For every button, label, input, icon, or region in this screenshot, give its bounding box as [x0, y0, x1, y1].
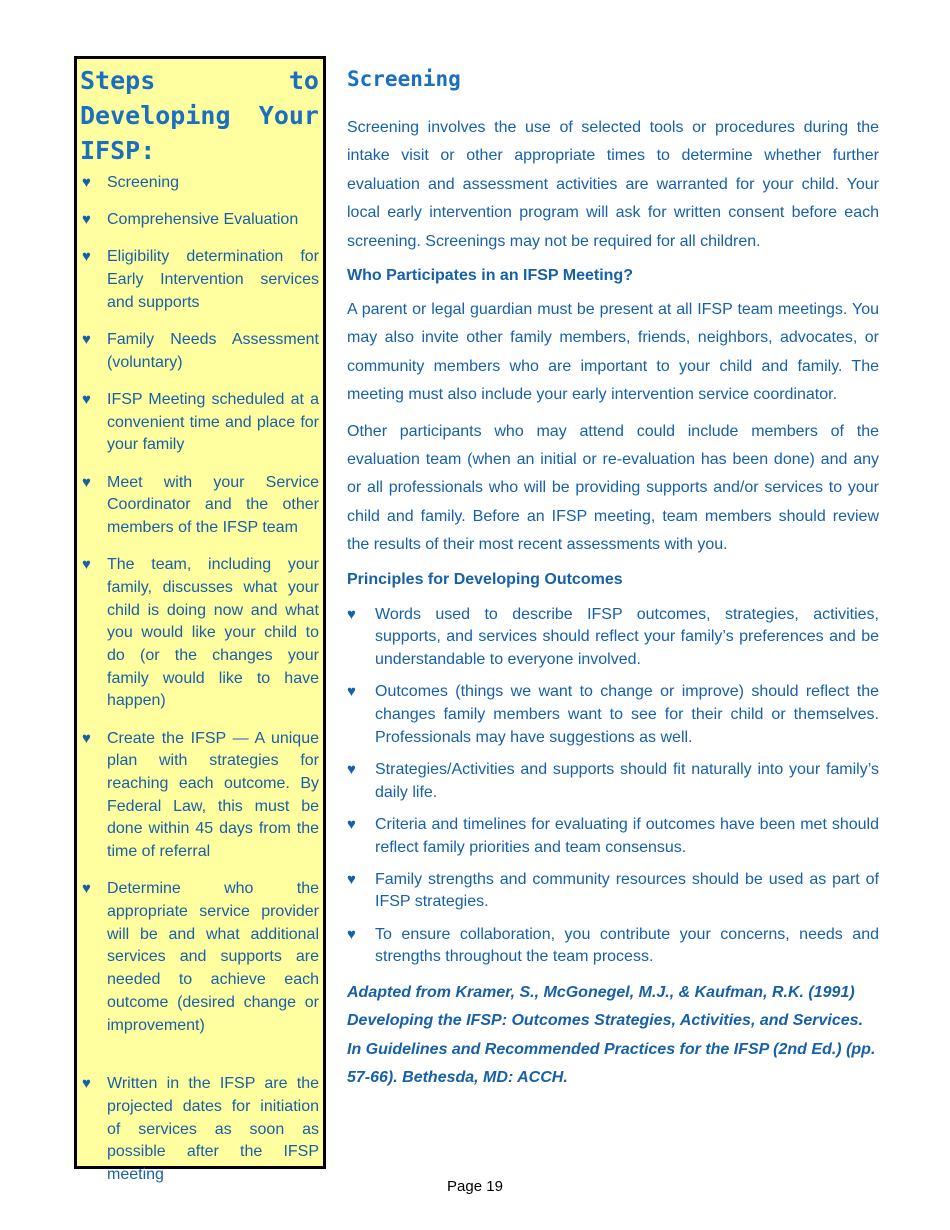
list-item	[347, 869, 879, 914]
list-item	[80, 329, 319, 374]
list-item	[80, 878, 319, 1037]
heart-icon: ♥	[347, 683, 356, 701]
heart-icon: ♥	[82, 556, 91, 574]
screening-paragraph: Screening involves the use of selected tools or procedures during the intake visit or other appropriate times to determine whether further evaluation and assessment activities are warranted for your child. Your local early intervention program will ask for written consent before each screening. Screenings may not be required for all children.	[347, 119, 879, 250]
step-text: Family Needs Assessment (voluntary)	[107, 331, 319, 371]
list-item	[347, 681, 879, 749]
heart-icon: ♥	[82, 211, 91, 229]
citation-line: Developing the IFSP: Outcomes Strategies, Activities, and Services.	[347, 1012, 864, 1030]
heart-icon: ♥	[82, 880, 91, 898]
step-text: Determine who the appropriate service provider will be and what additional services and supports are needed to achieve each outcome (desired change or improvement)	[107, 880, 319, 1034]
list-item	[80, 389, 319, 457]
list-item	[80, 554, 319, 713]
heart-icon: ♥	[82, 248, 91, 266]
heart-icon: ♥	[347, 605, 356, 623]
heart-icon: ♥	[347, 815, 356, 833]
list-item	[80, 209, 319, 232]
step-text: Meet with your Service Coordinator and the other members of the IFSP team	[107, 473, 319, 536]
principle-text: Outcomes (things we want to change or improve) should reflect the changes family members want to see for their child or themselves. Professionals may have suggestions as well.	[375, 683, 879, 746]
heart-icon: ♥	[82, 390, 91, 408]
steps-sidebar	[74, 56, 326, 1184]
step-text: Screening	[107, 174, 180, 191]
heart-icon: ♥	[347, 925, 356, 943]
list-item	[80, 728, 319, 864]
principle-text: Words used to describe IFSP outcomes, strategies, activities, supports, and services should reflect your family’s preferences and be understandable to everyone involved.	[375, 605, 879, 669]
list-item	[347, 604, 879, 672]
citation-line: 57-66). Bethesda, MD: ACCH.	[347, 1069, 568, 1087]
list-item	[347, 924, 879, 969]
main-content	[347, 60, 879, 1093]
list-item	[80, 472, 319, 540]
heart-icon: ♥	[347, 870, 356, 888]
list-item	[347, 814, 879, 859]
principles-heading: Principles for Developing Outcomes	[347, 570, 623, 588]
heart-icon: ♥	[347, 760, 356, 778]
heart-icon: ♥	[82, 473, 91, 491]
heart-icon: ♥	[82, 331, 91, 349]
principle-text: Strategies/Activities and supports should fit naturally into your family’s daily life.	[375, 760, 879, 801]
principle-text: To ensure collaboration, you contribute your concerns, needs and strengths throughout the team process.	[375, 925, 879, 966]
citation-line: In Guidelines and Recommended Practices for the IFSP (2nd Ed.) (pp.	[347, 1040, 876, 1058]
list-item	[80, 172, 319, 195]
principle-text: Criteria and timelines for evaluating if outcomes have been met should reflect family priorities and team consensus.	[375, 815, 879, 856]
step-text: Comprehensive Evaluation	[107, 211, 299, 229]
step-text: Eligibility determination for Early Intervention services and supports	[107, 248, 319, 311]
step-text: Create the IFSP — A unique plan with strategies for reaching each outcome. By Federal Law, this must be done within 45 days from the time of referral	[107, 729, 319, 861]
citation-line: Adapted from Kramer, S., McGonegel, M.J., & Kaufman, R.K. (1991)	[347, 983, 855, 1001]
list-item	[80, 1073, 319, 1187]
sidebar-title: Steps to Developing Your IFSP:	[80, 66, 319, 165]
page-number: Page 19	[447, 1178, 503, 1195]
heart-icon: ♥	[82, 174, 91, 191]
page-title: Screening	[347, 67, 461, 91]
participants-paragraph-1: A parent or legal guardian must be present at all IFSP team meetings. You may also invite other family members, friends, neighbors, advocates, or community members who are important to your child and family. The meeting must also include your early intervention service coordinator.	[347, 301, 879, 404]
principles-list	[347, 604, 879, 969]
step-text: The team, including your family, discusses what your child is doing now and what you would like your child to do (or the changes your family would like to have happen)	[107, 556, 319, 710]
participants-paragraph-2: Other participants who may attend could include members of the evaluation team (when an initial or re-evaluation has been done) and any or all professionals who will be providing supports and/or services to your child and family. Before an IFSP meeting, team members should review the results of their most recent assessments with you.	[347, 422, 879, 554]
participants-heading: Who Participates in an IFSP Meeting?	[347, 267, 633, 285]
principle-text: Family strengths and community resources should be used as part of IFSP strategies.	[375, 870, 879, 911]
list-item	[347, 759, 879, 804]
list-item	[80, 246, 319, 314]
steps-list	[80, 172, 319, 1187]
citation	[347, 979, 879, 1093]
step-text: Written in the IFSP are the projected dates for initiation of services as soon as possible after the IFSP meeting	[107, 1075, 319, 1184]
heart-icon: ♥	[82, 1075, 91, 1093]
step-text: IFSP Meeting scheduled at a convenient time and place for your family	[107, 390, 319, 454]
heart-icon: ♥	[82, 729, 91, 747]
